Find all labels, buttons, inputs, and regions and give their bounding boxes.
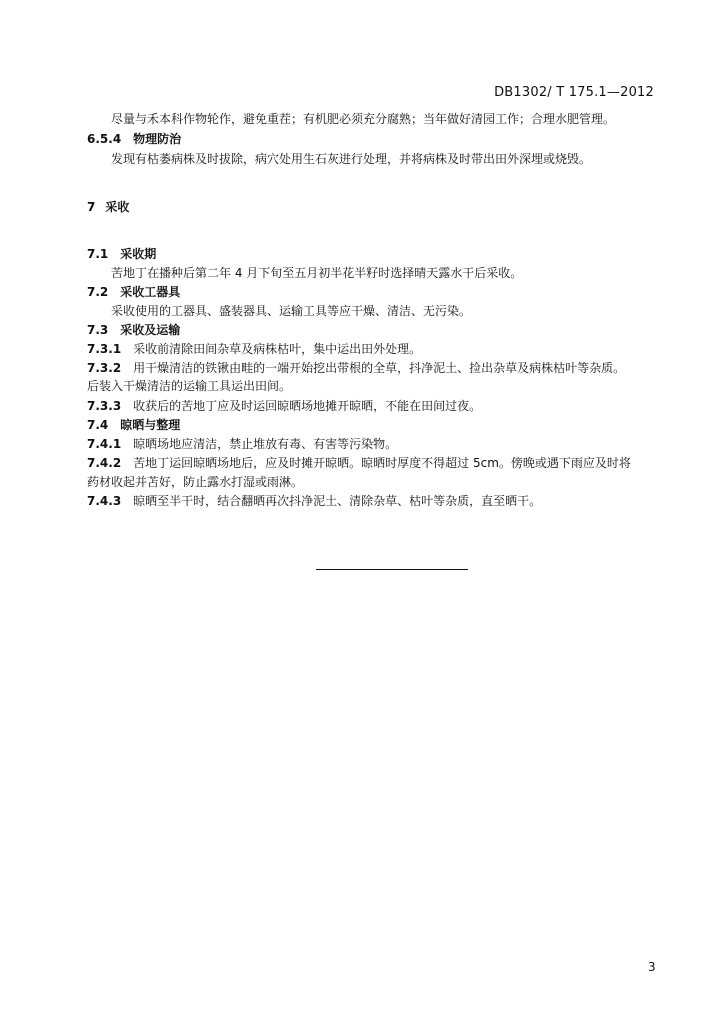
heading-number: 6.5.4 bbox=[87, 132, 122, 146]
heading-7-2 bbox=[87, 284, 180, 300]
clause-7-4-3 bbox=[87, 493, 541, 509]
heading-title: 采收 bbox=[105, 200, 130, 214]
clause-7-4-2 bbox=[87, 455, 631, 471]
paragraph-6-5-3-continuation: 尽量与禾本科作物轮作，避免重茬；有机肥必须充分腐熟；当年做好清园工作；合理水肥管理。 bbox=[111, 112, 616, 126]
clause-text: 收获后的苦地丁应及时运回晾晒场地摊开晾晒，不能在田间过夜。 bbox=[133, 399, 482, 413]
clause-text: 采收前清除田间杂草及病株枯叶，集中运出田外处理。 bbox=[133, 342, 422, 356]
heading-number: 7.2 bbox=[87, 285, 109, 299]
heading-title: 采收及运输 bbox=[120, 323, 181, 337]
paragraph-7-2: 采收使用的工器具、盛装器具、运输工具等应干燥、清洁、无污染。 bbox=[111, 304, 472, 318]
heading-number: 7.3 bbox=[87, 323, 109, 337]
clause-7-3-1 bbox=[87, 341, 421, 357]
document-code: DB1302/ T 175.1—2012 bbox=[494, 85, 654, 100]
paragraph-6-5-4: 发现有枯萎病株及时拔除，病穴处用生石灰进行处理，并将病株及时带出田外深埋或烧毁。 bbox=[111, 152, 592, 166]
heading-number: 7.1 bbox=[87, 247, 109, 261]
heading-7-3 bbox=[87, 322, 180, 338]
clause-number: 7.3.1 bbox=[87, 342, 122, 356]
heading-7 bbox=[87, 199, 129, 215]
heading-7-1 bbox=[87, 246, 156, 262]
clause-text: 用干燥清洁的铁锹由畦的一端开始挖出带根的全草，抖净泥土、捡出杂草及病株枯叶等杂质。 bbox=[133, 361, 626, 375]
heading-title: 采收工器具 bbox=[120, 285, 181, 299]
heading-number: 7 bbox=[87, 200, 96, 214]
clause-text: 苦地丁运回晾晒场地后，应及时摊开晾晒。晾晒时厚度不得超过 5cm。傍晚或遇下雨应及时将 bbox=[133, 456, 631, 470]
clause-number: 7.3.3 bbox=[87, 399, 122, 413]
end-rule bbox=[316, 569, 468, 570]
clause-7-4-2-continuation: 药材收起并苫好，防止露水打湿或雨淋。 bbox=[87, 475, 304, 489]
clause-7-3-3 bbox=[87, 398, 481, 414]
paragraph-7-1: 苦地丁在播种后第二年 4 月下旬至五月初半花半籽时选择晴天露水干后采收。 bbox=[111, 266, 523, 280]
clause-number: 7.4.3 bbox=[87, 494, 122, 508]
heading-title: 晾晒与整理 bbox=[120, 418, 181, 432]
clause-text: 晾晒场地应清洁，禁止堆放有毒、有害等污染物。 bbox=[133, 437, 398, 451]
clause-7-3-2 bbox=[87, 360, 625, 376]
clause-number: 7.4.1 bbox=[87, 437, 122, 451]
clause-text: 晾晒至半干时，结合翻晒再次抖净泥土、清除杂草、枯叶等杂质，直至晒干。 bbox=[133, 494, 542, 508]
heading-title: 物理防治 bbox=[133, 132, 182, 146]
clause-7-4-1 bbox=[87, 436, 397, 452]
heading-6-5-4 bbox=[87, 131, 181, 147]
heading-number: 7.4 bbox=[87, 418, 109, 432]
page-number: 3 bbox=[648, 960, 656, 974]
heading-title: 采收期 bbox=[120, 247, 157, 261]
clause-number: 7.3.2 bbox=[87, 361, 122, 375]
clause-number: 7.4.2 bbox=[87, 456, 122, 470]
clause-7-3-2-continuation: 后装入干燥清洁的运输工具运出田间。 bbox=[87, 379, 292, 393]
heading-7-4 bbox=[87, 417, 180, 433]
